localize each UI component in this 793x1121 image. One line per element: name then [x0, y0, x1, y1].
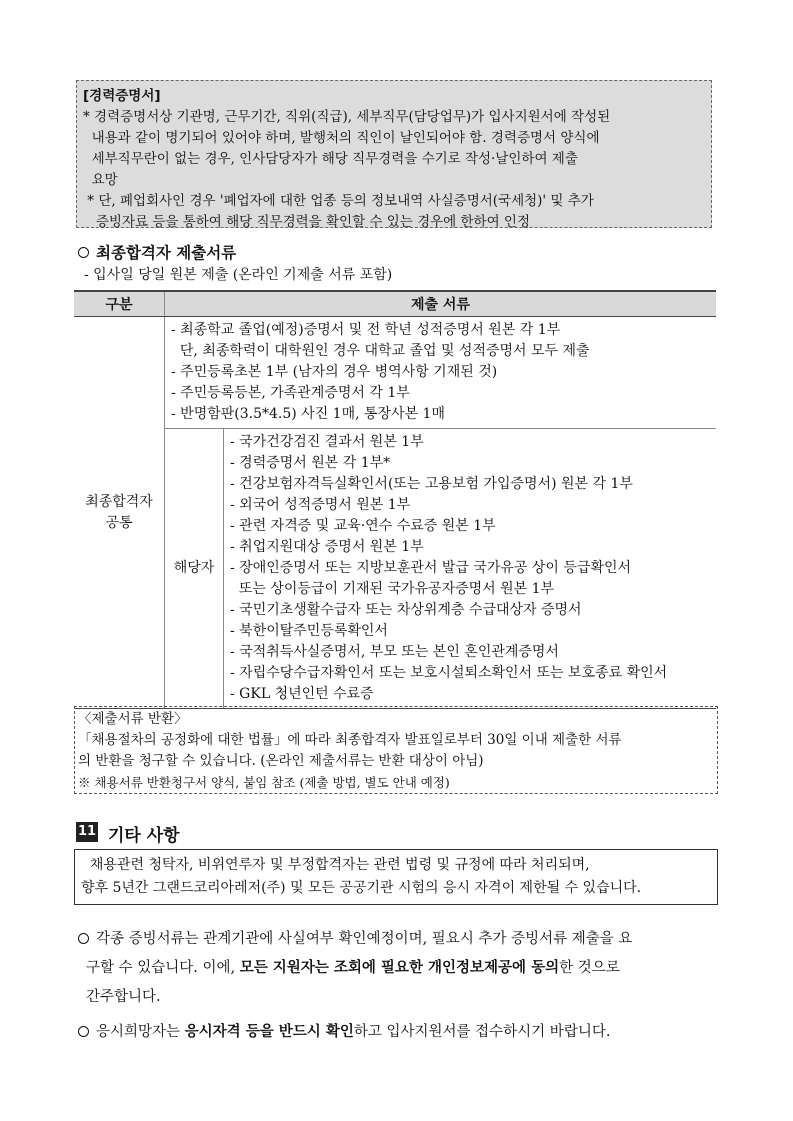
career-line: 내용과 같이 명기되어 있어야 하며, 발행처의 직인이 날인되어야 함. 경력증명서 양식에: [83, 130, 600, 146]
document-item: - 외국어 성적증명서 원본 1부: [230, 497, 411, 513]
row-label-line: 최종합격자: [85, 493, 153, 510]
final-docs-subtitle: - 입사일 당일 원본 제출 (온라인 기제출 서류 포함): [84, 267, 393, 283]
row-label-line: 공통: [105, 514, 133, 531]
section-number-badge: 11: [76, 822, 98, 842]
return-line: 의 반환을 청구할 수 있습니다. (온라인 제출서류는 반환 대상이 아님): [78, 753, 484, 769]
final-docs-table: [74, 290, 716, 709]
career-line: * 경력증명서상 기관명, 근무기간, 직위(직급), 세부직무(담당업무)가 입사지원서에 작성된: [83, 109, 611, 125]
final-docs-heading: [78, 241, 236, 263]
section-title: 기타 사항: [108, 826, 180, 846]
paragraph-text: 응시희망자는: [96, 1024, 185, 1040]
document-item: - 반명함판(3.5*4.5) 사진 1매, 통장사본 1매: [171, 406, 445, 422]
document-item: 단, 최종학력이 대학원인 경우 대학교 졸업 및 성적증명서 모두 제출: [171, 343, 590, 359]
document-item: - 건강보험자격득실확인서(또는 고용보험 가입증명서) 원본 각 1부: [230, 476, 633, 492]
document-item: - 국적취득사실증명서, 부모 또는 본인 혼인관계증명서: [230, 644, 559, 660]
document-item: - 취업지원대상 증명서 원본 1부: [230, 539, 424, 555]
career-certificate-notice: [76, 80, 712, 228]
document-item: - 북한이탈주민등록확인서: [230, 623, 388, 639]
document-return-notice: [74, 706, 718, 794]
paragraph-emphasis: 모든 지원자는 조회에 필요한 개인정보제공에 동의: [239, 960, 560, 976]
row-label-common: [74, 317, 165, 709]
common-documents-list: [165, 317, 716, 428]
career-line: * 단, 폐업회사인 경우 '폐업자에 대한 업종 등의 정보내역 사실증명서(국세청)' 및 추가: [83, 193, 594, 209]
career-line: 세부직무란이 없는 경우, 인사담당자가 해당 직무경력을 수기로 작성·날인하여 제출: [83, 151, 578, 167]
career-certificate-heading: [경력증명서]: [83, 88, 161, 104]
document-item: - 자립수당수급자확인서 또는 보호시설퇴소확인서 또는 보호종료 확인서: [230, 665, 668, 681]
verification-paragraph: [78, 925, 632, 1012]
document-item: 또는 상이등급이 기재된 국가유공자증명서 원본 1부: [230, 581, 555, 597]
circle-bullet-icon: [78, 933, 89, 944]
document-item: - 경력증명서 원본 각 1부*: [230, 455, 391, 471]
paragraph-text: 하고 입사지원서를 접수하시기 바랍니다.: [353, 1024, 611, 1040]
table-header-documents: 제출 서류: [165, 291, 717, 317]
applicable-documents-cell: [224, 429, 717, 709]
career-line: 요망: [83, 172, 118, 188]
eligibility-paragraph: [78, 1018, 610, 1047]
paragraph-emphasis: 응시자격 등을 반드시 확인: [184, 1024, 354, 1040]
notice-line: 향후 5년간 그랜드코리아레저(주) 및 모든 공공기관 시험의 응시 자격이 제한될 수 있습니다.: [81, 880, 642, 896]
return-line: ※ 채용서류 반환청구서 양식, 붙임 참조 (제출 방법, 별도 안내 예정): [78, 775, 450, 790]
paragraph-line: 간주합니다.: [86, 989, 161, 1005]
document-item: - 관련 자격증 및 교육·연수 수료증 원본 1부: [230, 518, 496, 534]
return-line: 「채용절차의 공정화에 대한 법률」에 따라 최종합격자 발표일로부터 30일 이내 제출한 서류: [78, 732, 622, 748]
document-item: - 주민등록초본 1부 (남자의 경우 병역사항 기재된 것): [171, 364, 498, 380]
notice-line: 채용관련 청탁자, 비위연루자 및 부정합격자는 관련 법령 및 규정에 따라 처리되며,: [81, 857, 590, 873]
document-item: - 국가건강검진 결과서 원본 1부: [230, 434, 424, 450]
return-line: 〈제출서류 반환〉: [78, 711, 188, 727]
career-line: 증빙자료 등을 통하여 해당 직무경력을 확인할 수 있는 경우에 한하여 인정: [83, 214, 531, 230]
table-header-category: 구분: [74, 291, 165, 317]
paragraph-text: 한 것으로: [559, 960, 620, 976]
applicable-documents-list: [224, 429, 716, 708]
applicable-label: 해당자: [173, 560, 215, 576]
common-documents-cell: [165, 317, 717, 429]
final-docs-title: 최종합격자 제출서류: [96, 244, 237, 262]
document-item: - 국민기초생활수급자 또는 차상위계층 수급대상자 증명서: [230, 602, 582, 618]
circle-bullet-icon: [78, 1026, 89, 1037]
circle-bullet-icon: [78, 247, 89, 258]
paragraph-line: 각종 증빙서류는 관계기관에 사실여부 확인예정이며, 필요시 추가 증빙서류 제출을 요: [96, 931, 633, 947]
paragraph-text: 구할 수 있습니다. 이에,: [86, 960, 240, 976]
document-item: - 장애인증명서 또는 지방보훈관서 발급 국가유공 상이 등급확인서: [230, 560, 632, 576]
document-item: - GKL 청년인턴 수료증: [230, 686, 374, 702]
misc-notice-box: [74, 849, 718, 905]
document-item: - 주민등록등본, 가족관계증명서 각 1부: [171, 385, 410, 401]
applicable-label-cell: [165, 429, 224, 709]
document-item: - 최종학교 졸업(예정)증명서 및 전 학년 성적증명서 원본 각 1부: [171, 322, 561, 338]
